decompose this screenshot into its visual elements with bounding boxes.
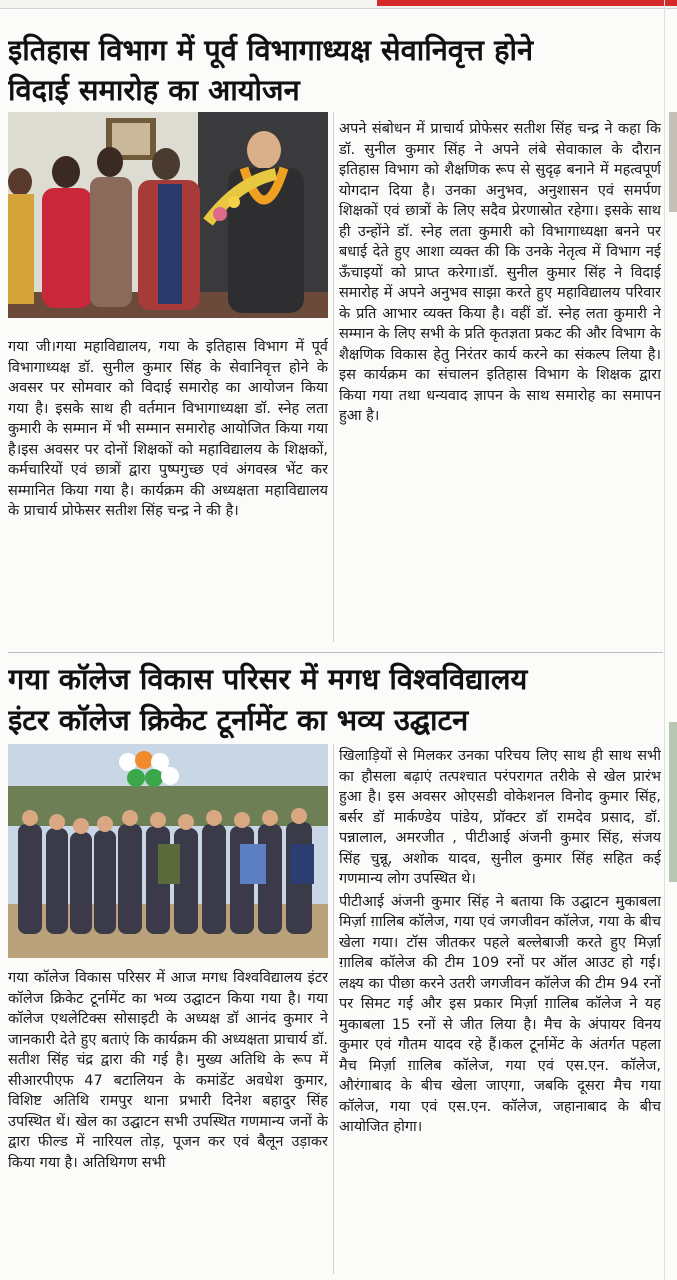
right-edge-gutter	[664, 0, 665, 1280]
article2-body-left	[8, 968, 328, 1278]
article2-headline-line2: इंटर कॉलेज क्रिकेट टूर्नामेंट का भव्य उद्घाटन	[8, 703, 469, 737]
farewell-photo-illustration	[8, 112, 328, 318]
cut-off-photo-top	[669, 112, 677, 212]
cricket-photo-illustration	[8, 744, 328, 958]
article2-column-divider	[333, 744, 334, 1274]
article1-headline-line1: इतिहास विभाग में पूर्व विभागाध्यक्ष सेवानिवृत्त होने	[8, 33, 534, 67]
article1-column-divider	[333, 112, 334, 642]
article1-headline-line2: विदाई समारोह का आयोजन	[8, 73, 300, 107]
page-top-strip	[0, 0, 677, 9]
red-band	[377, 0, 677, 6]
article2-headline-line1: गया कॉलेज विकास परिसर में मगध विश्वविद्यालय	[8, 662, 528, 696]
cricket-inauguration-photo	[8, 744, 328, 958]
article1-left-paragraph: गया जी।गया महाविद्यालय, गया के इतिहास विभाग में पूर्व विभागाध्यक्ष डॉ. सुनील कुमार सिंह के सेवानिवृत्त होने के अवसर पर सोमवार को विदाई समारोह का आयोजन किया गया है। इसके साथ ही वर्तमान विभागाध्यक्षा डॉ. स्नेह लता कुमारी के सम्मान में भी सम्मान समारोह आयोजित किया गया है।इस अवसर पर दोनों शिक्षकों को महाविद्यालय के शिक्षकों, कर्मचारियों एवं छात्रों द्वारा पुष्पगुच्छ एवं अंगवस्त्र भेंट कर सम्मानित किया गया है। कार्यक्रम की अध्यक्षता महाविद्यालय के प्राचार्य प्रोफेसर सतीश सिंह चन्द्र ने की है।	[8, 339, 328, 519]
article1-right-paragraph: अपने संबोधन में प्राचार्य प्रोफेसर सतीश सिंह चन्द्र ने कहा कि डॉ. सुनील कुमार सिंह ने अपने लंबे सेवाकाल के दौरान इतिहास विभाग को शैक्षणिक रूप से सुदृढ़ बनाने में महत्वपूर्ण योगदान दिया है। उनका अनुभव, अनुशासन एवं समर्पण शिक्षकों एवं छात्रों के लिए सदैव प्रेरणास्रोत रहेगा। इसके साथ ही उन्होंने डॉ. स्नेह लता कुमारी को विभागाध्यक्षा बनने पर बधाई देते हुए आशा व्यक्त की कि उनके नेतृत्व में विभाग नई ऊँचाइयों को प्राप्त करेगा।डॉ. सुनील कुमार सिंह ने विदाई समारोह में अपने अनुभव साझा करते हुए महाविद्यालय परिवार के प्रति आभार व्यक्त किया है। वहीं डॉ. स्नेह लता कुमारी ने सम्मान के लिए सभी के प्रति कृतज्ञता प्रकट की और विभाग के शैक्षणिक विकास हेतु निरंतर कार्य करने का संकल्प लिया है।इस कार्यक्रम का संचालन इतिहास विभाग के शिक्षक द्वारा किया गया तथा धन्यवाद ज्ञापन के साथ समारोह का समापन हुआ है।	[339, 121, 661, 424]
cut-off-photo-bottom	[669, 722, 677, 882]
article2-body-right	[339, 746, 661, 1280]
article1-body-right	[339, 119, 661, 639]
article-separator	[8, 652, 663, 653]
article1-body-left	[8, 337, 328, 642]
article2-right-paragraph-1: खिलाड़ियों से मिलकर उनका परिचय लिए साथ ही साथ सभी का हौसला बढ़ाएं तत्पश्चात परंपरागत तरीके से खेल प्रारंभ हुआ है। इस अवसर ओएसडी वोकेशनल विनोद कुमार सिंह, बर्सर डॉ मार्कण्डेय पांडेय, प्रॉक्टर डॉ रामदेव प्रसाद, डॉ. पन्नालाल, अमरजीत , पीटीआई अंजनी कुमार सिंह, संजय सिंह चुन्नू, अशोक यादव, सुनील कुमार सिंह सहित कई गणमान्य लोग उपस्थित थे।	[339, 748, 661, 887]
farewell-ceremony-photo	[8, 112, 328, 318]
article2-right-paragraph-2: पीटीआई अंजनी कुमार सिंह ने बताया कि उद्घाटन मुकाबला मिर्ज़ा ग़ालिब कॉलेज, गया एवं जगजीवन कॉलेज, गया के बीच खेला गया। टॉस जीतकर पहले बल्लेबाजी करते हुए मिर्ज़ा ग़ालिब कॉलेज की टीम 109 रनों पर ऑल आउट हो गई। लक्ष्य का पीछा करने उतरी जगजीवन कॉलेज की टीम 94 रनों पर सिमट गई और इस प्रकार मिर्ज़ा ग़ालिब कॉलेज ने यह मुकाबला 15 रनों से जीत लिया है। मैच के अंपायर विनय कुमार एवं गौतम यादव रहे हैं।कल टूर्नामेंट के अंतर्गत पहला मैच मिर्ज़ा ग़ालिब कॉलेज, गया एवं एस.एन. कॉलेज, औरंगाबाद के बीच खेला जाएगा, जबकि दूसरा मैच गया कॉलेज, गया एवं एस.एन. कॉलेज, जहानाबाद के बीच आयोजित होगा।	[339, 893, 661, 1135]
article2-left-paragraph: गया कॉलेज विकास परिसर में आज मगध विश्वविद्यालय इंटर कॉलेज क्रिकेट टूर्नामेंट का भव्य उद्घाटन किया गया है। गया कॉलेज एथलेटिक्स सोसाइटी के अध्यक्ष डॉ आनंद कुमार ने जानकारी देते हुए बताएं कि कार्यक्रम की अध्यक्षता प्राचार्य डॉ. सतीश सिंह चंद्र द्वारा की गई है। मुख्य अतिथि के रूप में सीआरपीएफ 47 बटालियन के कमांडेंट अवधेश कुमार, विशिष्ट अतिथि रामपुर थाना प्रभारी दिनेश बहादुर सिंह उपस्थित थें। खेल का उद्घाटन सभी उपस्थित गणमान्य जनों के द्वारा फील्ड में नारियल तोड़, पूजन कर एवं बैलून उड़ाकर किया गया है। अतिथिगण सभी	[8, 970, 328, 1171]
